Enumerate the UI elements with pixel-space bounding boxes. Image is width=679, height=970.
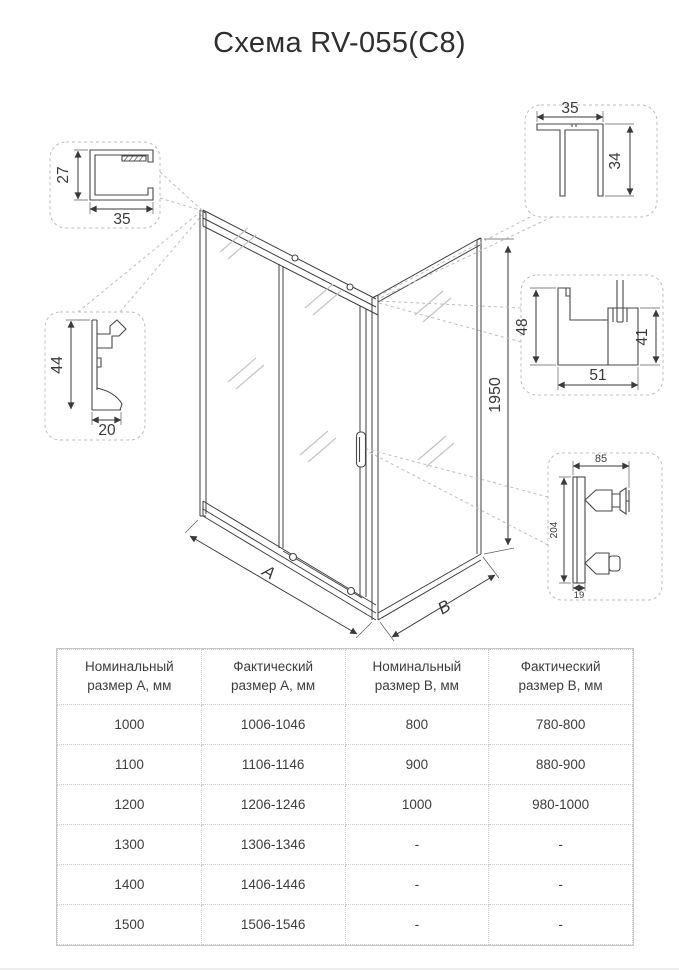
dim-handle-width: 85 (594, 453, 608, 465)
size-cell: 780-800 (489, 705, 633, 745)
glass-shine-marks (220, 228, 454, 467)
table-row (58, 825, 633, 865)
gasket-hatch (122, 156, 146, 161)
size-cell: 1006-1046 (201, 705, 345, 745)
door-handle (357, 432, 366, 467)
size-cell: 1000 (345, 785, 489, 825)
dim-corner-width: 35 (561, 100, 579, 117)
size-cell: 1406-1446 (201, 865, 345, 905)
dim-corner-height: 34 (607, 152, 624, 170)
size-cell: 880-900 (489, 745, 633, 785)
header-actual-b: Фактический размер В, мм (489, 650, 633, 705)
size-cell: 1000 (58, 705, 202, 745)
size-cell: 1206-1246 (201, 785, 345, 825)
table-row (58, 745, 633, 785)
callout-bottom-rail-profile (514, 275, 663, 395)
size-cell: 1106-1146 (201, 745, 345, 785)
table-row (58, 785, 633, 825)
dim-wall-width: 20 (98, 422, 116, 439)
size-cell: 980-1000 (489, 785, 633, 825)
dim-wall-height: 44 (49, 356, 66, 374)
size-cell: 1100 (58, 745, 202, 785)
dim-botrail-width: 51 (589, 367, 607, 384)
size-cell: - (345, 905, 489, 945)
dim-botrail-right-height: 41 (634, 328, 651, 346)
dim-a-label: A (259, 561, 279, 584)
header-nominal-a: Номинальный размер А, мм (58, 650, 202, 705)
size-cell: 900 (345, 745, 489, 785)
callout-corner-profile (525, 100, 657, 217)
top-roller (347, 284, 353, 290)
table-row (58, 865, 633, 905)
size-cell: - (489, 905, 633, 945)
size-cell: 1306-1346 (201, 825, 345, 865)
dim-b-label: B (434, 596, 454, 619)
dim-height-label: 1950 (487, 377, 504, 413)
size-cell: 1200 (58, 785, 202, 825)
size-cell: 1506-1546 (201, 905, 345, 945)
header-nominal-b: Номинальный размер В, мм (345, 650, 489, 705)
dim-handle-height: 204 (549, 521, 560, 539)
size-table (57, 649, 633, 945)
table-row (58, 705, 633, 745)
callout-handle (548, 453, 662, 601)
dim-botrail-left-height: 48 (514, 318, 531, 336)
size-cell: 1400 (58, 865, 202, 905)
header-actual-a: Фактический размер А, мм (201, 650, 345, 705)
dim-toprail-height: 27 (55, 166, 72, 184)
size-cell: - (345, 865, 489, 905)
size-cell: 1300 (58, 825, 202, 865)
bottom-roller (348, 588, 355, 595)
callout-top-rail-profile (50, 142, 160, 228)
size-cell: - (345, 825, 489, 865)
overall-dimensions (185, 239, 514, 641)
callout-wall-profile (45, 312, 145, 440)
page-title: Схема RV-055(C8) (213, 27, 466, 59)
dim-toprail-width: 35 (113, 211, 131, 228)
bottom-roller (290, 554, 297, 561)
shower-enclosure-drawing (200, 210, 481, 620)
top-roller (292, 255, 298, 261)
size-table-wrap (56, 648, 634, 946)
table-row (58, 905, 633, 945)
size-cell: 1500 (58, 905, 202, 945)
size-cell: - (489, 825, 633, 865)
size-cell: - (489, 865, 633, 905)
dim-handle-thickness: 19 (573, 590, 585, 601)
size-cell: 800 (345, 705, 489, 745)
